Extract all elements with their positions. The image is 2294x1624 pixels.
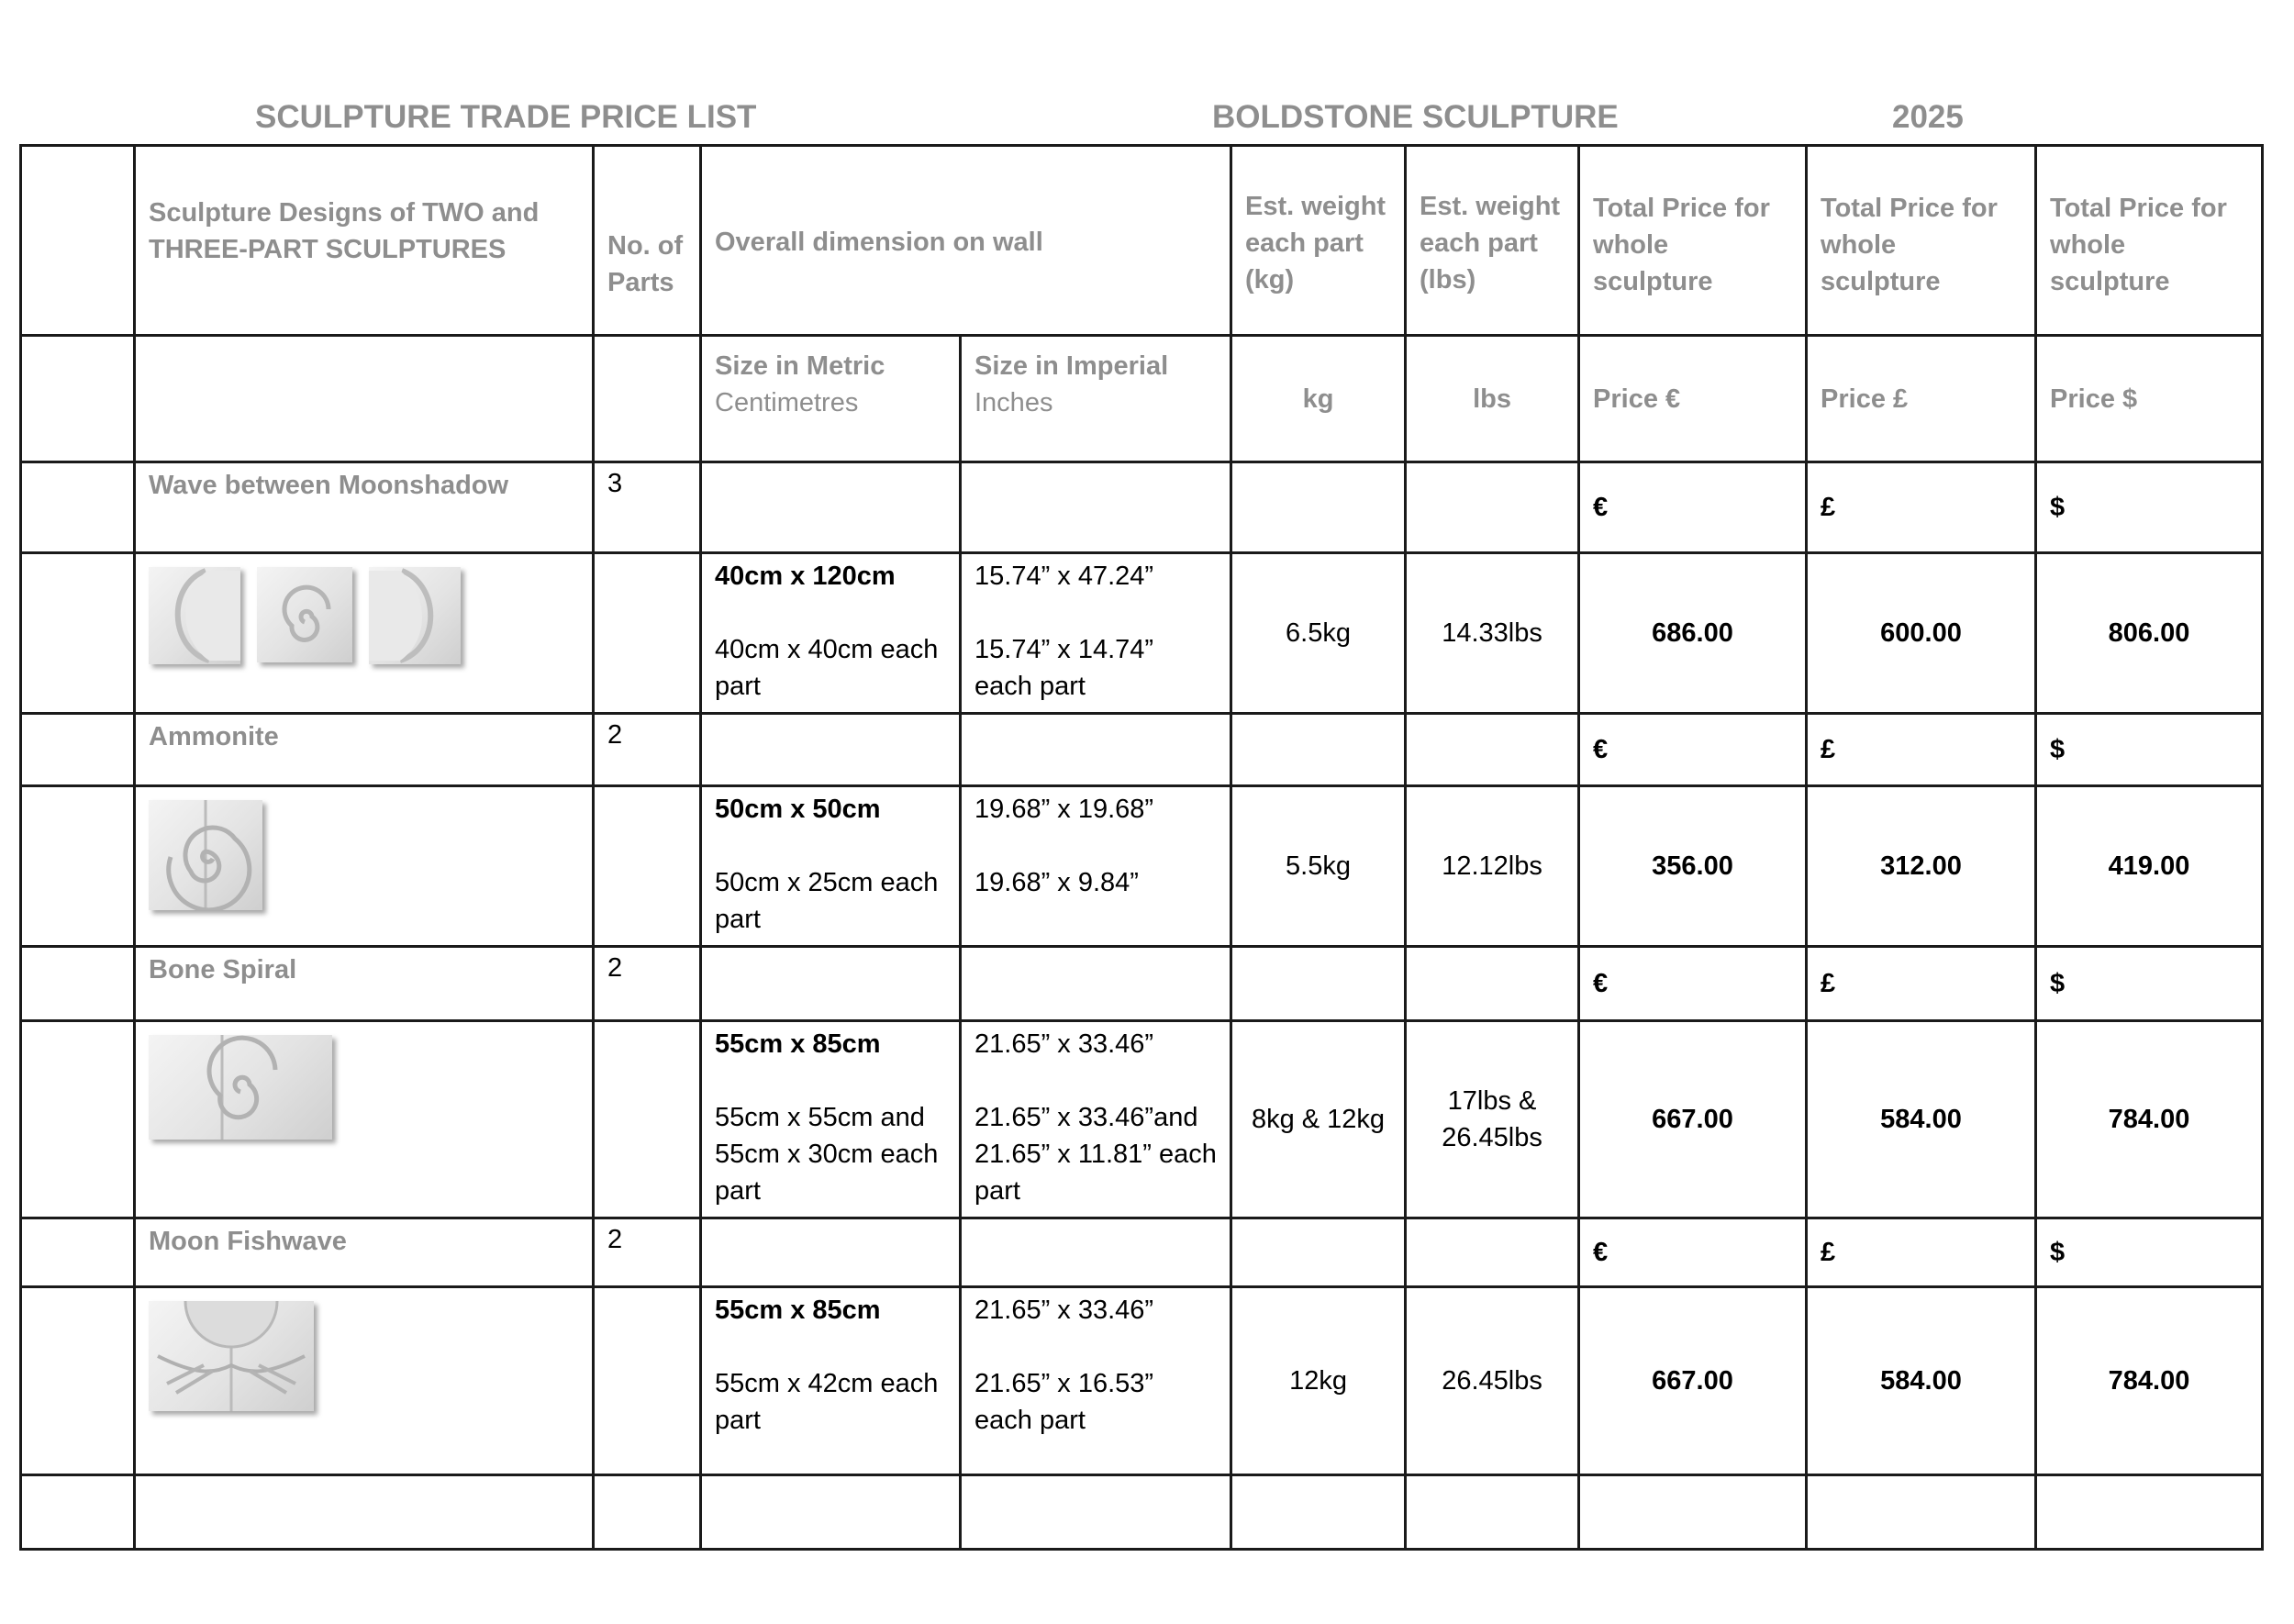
blank-cell [1579,1475,1807,1550]
header-weight-lbs: Est. weight each part (lbs) [1406,146,1579,336]
item-title-row [21,947,2263,1021]
subheader-blank-cell [594,336,701,462]
metric-overall: 40cm x 120cm [715,562,896,591]
currency-euro: € [1579,714,1807,786]
imperial-each: 21.65” x 33.46”and 21.65” x 11.81” each part [974,1103,1217,1206]
header-designs: Sculpture Designs of TWO and THREE-PART SCULPTURES [135,146,594,336]
blank-cell [701,462,961,553]
wave-tile-image [369,567,461,664]
imperial-size-cell [961,786,1231,947]
blank-cell [594,1287,701,1475]
ammonite-tile-image [257,567,352,662]
blank-cell [1406,947,1579,1021]
currency-pound: £ [1807,714,2036,786]
blank-cell [21,786,135,947]
header-total-usd: Total Price for whole sculpture [2036,146,2263,336]
currency-dollar: $ [2036,947,2263,1021]
blank-cell [135,1475,594,1550]
blank-cell [1406,462,1579,553]
weight-kg: 6.5kg [1231,553,1406,714]
imperial-size-cell [961,1287,1231,1475]
subheader-metric [701,336,961,462]
blank-cell [21,462,135,553]
blank-cell [701,714,961,786]
blank-cell [1406,1475,1579,1550]
blank-cell [21,1475,135,1550]
currency-dollar: $ [2036,1218,2263,1287]
blank-cell [2036,1475,2263,1550]
weight-lbs-line1: 17lbs & [1447,1086,1537,1116]
blank-cell [701,1475,961,1550]
blank-cell [21,1021,135,1218]
item-image-cell [135,786,594,947]
blank-cell [594,553,701,714]
ammonite-pair-image [149,800,262,910]
sculpture-thumbnails [149,1296,579,1411]
blank-cell [1807,1475,2036,1550]
subheader-price-eur: Price € [1579,336,1807,462]
imperial-each: 15.74” x 14.74” each part [974,635,1154,701]
currency-pound: £ [1807,947,2036,1021]
subheader-blank-cell [21,336,135,462]
header-row [21,146,2263,336]
bone-spiral-image [149,1035,332,1140]
blank-cell [1231,462,1406,553]
price-gbp: 312.00 [1807,786,2036,947]
subheader-row [21,336,2263,462]
item-parts: 2 [594,1218,701,1287]
metric-each: 55cm x 42cm each part [715,1369,939,1435]
sculpture-thumbnails [149,1029,579,1140]
document-header [0,99,2294,145]
blank-cell [21,1218,135,1287]
blank-cell [594,786,701,947]
item-detail-row [21,1287,2263,1475]
currency-pound: £ [1807,1218,2036,1287]
subheader-imperial [961,336,1231,462]
subheader-blank-cell [135,336,594,462]
metric-overall: 55cm x 85cm [715,1296,881,1325]
imperial-size-cell [961,1021,1231,1218]
blank-cell [594,1021,701,1218]
weight-lbs: 14.33lbs [1406,553,1579,714]
blank-cell [1231,947,1406,1021]
price-usd: 806.00 [2036,553,2263,714]
metric-unit: Centimetres [715,388,859,417]
item-name: Ammonite [135,714,594,786]
price-usd: 784.00 [2036,1021,2263,1218]
blank-cell [1406,1218,1579,1287]
item-name: Wave between Moonshadow [135,462,594,553]
header-total-eur: Total Price for whole sculpture [1579,146,1807,336]
price-gbp: 584.00 [1807,1287,2036,1475]
blank-cell [21,553,135,714]
weight-kg: 12kg [1231,1287,1406,1475]
metric-each: 50cm x 25cm each part [715,868,939,934]
price-eur: 667.00 [1579,1287,1807,1475]
imperial-title: Size in Imperial [974,351,1169,381]
price-eur: 686.00 [1579,553,1807,714]
imperial-overall: 19.68” x 19.68” [974,795,1154,824]
blank-cell [701,947,961,1021]
blank-cell [21,714,135,786]
company-name: BOLDSTONE SCULPTURE [1212,99,1619,135]
item-image-cell [135,1021,594,1218]
subheader-price-gbp: Price £ [1807,336,2036,462]
header-blank-cell [21,146,135,336]
price-usd: 419.00 [2036,786,2263,947]
metric-size-cell [701,553,961,714]
weight-kg: 8kg & 12kg [1231,1021,1406,1218]
metric-each: 40cm x 40cm each part [715,635,939,701]
imperial-each: 19.68” x 9.84” [974,868,1139,897]
header-parts: No. of Parts [594,146,701,336]
metric-each: 55cm x 55cm and 55cm x 30cm each part [715,1103,939,1206]
price-usd: 784.00 [2036,1287,2263,1475]
blank-cell [1231,714,1406,786]
item-detail-row [21,1021,2263,1218]
wave-tile-image [149,567,240,664]
moon-fishwave-image [149,1301,314,1411]
metric-size-cell [701,786,961,947]
header-dimension: Overall dimension on wall [701,146,1231,336]
blank-cell [594,1475,701,1550]
weight-kg: 5.5kg [1231,786,1406,947]
item-detail-row [21,786,2263,947]
currency-pound: £ [1807,462,2036,553]
item-parts: 2 [594,947,701,1021]
blank-cell [961,462,1231,553]
currency-euro: € [1579,1218,1807,1287]
weight-lbs: 26.45lbs [1406,1287,1579,1475]
sculpture-thumbnails [149,562,579,664]
price-eur: 356.00 [1579,786,1807,947]
imperial-overall: 15.74” x 47.24” [974,562,1154,591]
imperial-each: 21.65” x 16.53” each part [974,1369,1154,1435]
price-eur: 667.00 [1579,1021,1807,1218]
subheader-lbs: lbs [1406,336,1579,462]
price-gbp: 584.00 [1807,1021,2036,1218]
metric-overall: 55cm x 85cm [715,1029,881,1059]
price-gbp: 600.00 [1807,553,2036,714]
item-detail-row [21,553,2263,714]
metric-overall: 50cm x 50cm [715,795,881,824]
currency-euro: € [1579,947,1807,1021]
price-table [19,144,2264,1551]
document-title: SCULPTURE TRADE PRICE LIST [255,99,757,135]
blank-cell [961,1218,1231,1287]
item-title-row [21,1218,2263,1287]
item-parts: 2 [594,714,701,786]
blank-cell [1231,1475,1406,1550]
item-title-row [21,462,2263,553]
blank-cell [21,1287,135,1475]
weight-lbs: 12.12lbs [1406,786,1579,947]
sculpture-thumbnails [149,795,579,910]
blank-cell [1231,1218,1406,1287]
currency-dollar: $ [2036,714,2263,786]
subheader-kg: kg [1231,336,1406,462]
item-image-cell [135,553,594,714]
price-list-year: 2025 [1892,99,1964,135]
empty-row [21,1475,2263,1550]
imperial-overall: 21.65” x 33.46” [974,1296,1154,1325]
metric-size-cell [701,1021,961,1218]
header-total-gbp: Total Price for whole sculpture [1807,146,2036,336]
item-image-cell [135,1287,594,1475]
blank-cell [1406,714,1579,786]
item-title-row [21,714,2263,786]
blank-cell [961,947,1231,1021]
metric-title: Size in Metric [715,351,885,381]
weight-lbs-cell [1406,1021,1579,1218]
blank-cell [961,714,1231,786]
metric-size-cell [701,1287,961,1475]
currency-dollar: $ [2036,462,2263,553]
item-parts: 3 [594,462,701,553]
weight-lbs-line2: 26.45lbs [1442,1123,1542,1152]
blank-cell [961,1475,1231,1550]
currency-euro: € [1579,462,1807,553]
imperial-unit: Inches [974,388,1053,417]
blank-cell [701,1218,961,1287]
subheader-price-usd: Price $ [2036,336,2263,462]
imperial-overall: 21.65” x 33.46” [974,1029,1154,1059]
header-weight-kg: Est. weight each part (kg) [1231,146,1406,336]
item-name: Bone Spiral [135,947,594,1021]
item-name: Moon Fishwave [135,1218,594,1287]
imperial-size-cell [961,553,1231,714]
blank-cell [21,947,135,1021]
